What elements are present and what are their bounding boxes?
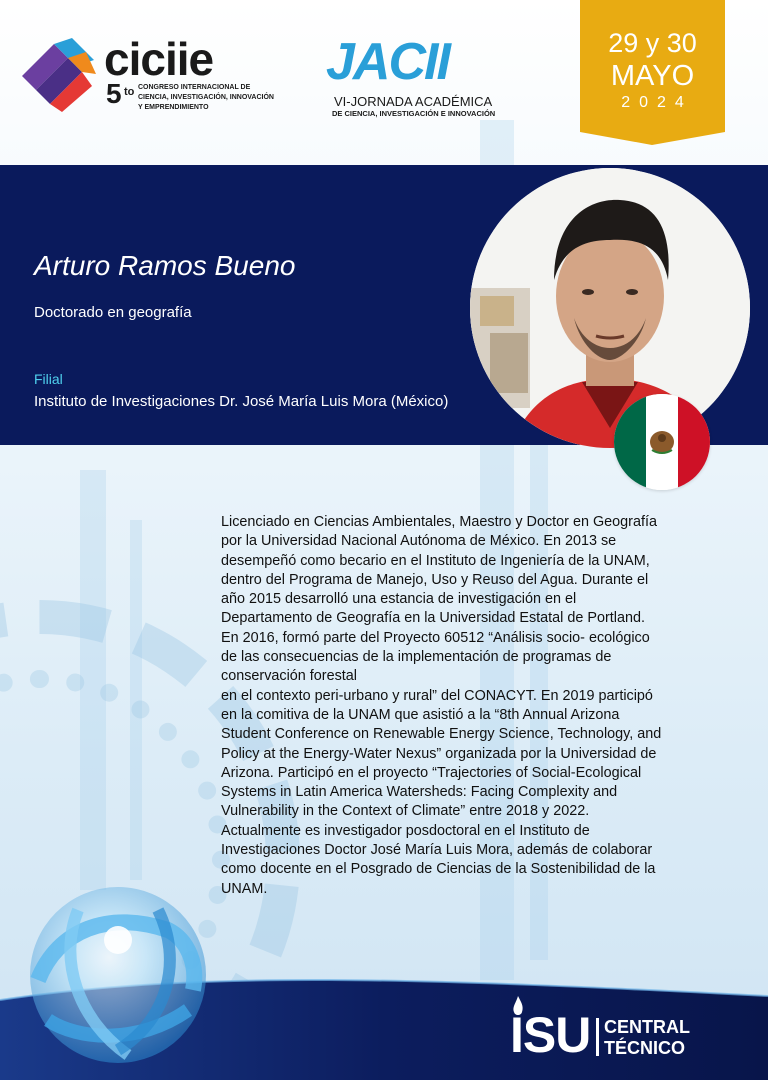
jacii-logo xyxy=(322,33,522,120)
filial-label: Filial xyxy=(34,371,63,387)
ciciie-logo xyxy=(22,33,312,118)
isu-divider xyxy=(596,1018,599,1056)
decorative-sphere-icon xyxy=(18,870,218,1070)
isu-tecnico-text: TÉCNICO xyxy=(604,1038,685,1058)
jacii-subtitle-line2: DE CIENCIA, INVESTIGACIÓN E INNOVACIÓN xyxy=(332,109,496,118)
bio-line: en la comitiva de la UNAM que asistió a la “8th Annual Arizona xyxy=(221,706,620,723)
bio-line: Investigaciones Doctor José María Luis Mora, además de colaborar xyxy=(221,842,653,859)
date-days: 29 y 30 xyxy=(608,28,697,58)
bio-line: Policy at the Energy-Water Nexus” organizada por la Universidad de xyxy=(221,745,657,762)
bio-line: desempeñó como becario en el Instituto de Ingeniería de la UNAM, xyxy=(221,552,650,569)
ciciie-edition-suffix: to xyxy=(124,86,135,98)
bio-line: como docente en el Posgrado de Ciencias de la Sostenibilidad de la xyxy=(221,861,656,878)
speaker-photo xyxy=(470,168,750,448)
ciciie-subtitle-line2: CIENCIA, INVESTIGACIÓN, INNOVACIÓN xyxy=(138,94,274,101)
portrait-photo-icon xyxy=(470,168,750,448)
isu-logo-text: ISU xyxy=(510,1007,591,1063)
jacii-subtitle-line1: VI-JORNADA ACADÉMICA xyxy=(334,94,493,109)
bio-line: en el contexto peri-urbano y rural” del CONACYT. En 2019 participó xyxy=(221,687,653,704)
bio-line: por la Universidad Nacional Autónoma de México. En 2013 se xyxy=(221,533,617,550)
isu-central-text: CENTRAL xyxy=(604,1017,690,1037)
ciciie-subtitle-line3: Y EMPRENDIMIENTO xyxy=(138,104,209,111)
bio-line: Student Conference on Renewable Energy Science, Technology, and xyxy=(221,726,662,743)
date-month: MAYO xyxy=(610,60,695,92)
country-flag xyxy=(614,394,710,490)
mexico-flag-icon xyxy=(614,394,710,490)
speaker-bio xyxy=(221,513,721,899)
bio-line: Actualmente es investigador posdoctoral en el Instituto de xyxy=(221,822,590,839)
jacii-wordmark: JACII xyxy=(326,33,449,91)
bio-line: año 2015 desarrolló una estancia de investigación en el xyxy=(221,591,577,608)
bio-line: conservación forestal xyxy=(221,668,357,685)
bio-line: de las consecuencias de la implementación de programas de xyxy=(221,649,612,666)
speaker-degree: Doctorado en geografía xyxy=(34,304,192,321)
filial-value: Instituto de Investigaciones Dr. José María Luis Mora (México) xyxy=(34,393,449,410)
bio-line: Systems in Latin America Watersheds: Facing Complexity and xyxy=(221,784,618,801)
ciciie-wordmark: ciciie xyxy=(104,33,214,85)
ciciie-subtitle-line1: CONGRESO INTERNACIONAL DE xyxy=(138,84,251,91)
date-year: 2024 xyxy=(621,94,693,111)
bio-line: Vulnerability in the Context of Climate” entre 2018 y 2022. xyxy=(221,803,590,820)
bio-line: Licenciado en Ciencias Ambientales, Maestro y Doctor en Geografía xyxy=(221,514,657,530)
bio-line: Departamento de Geografía en la Universidad Estatal de Portland. xyxy=(221,610,645,627)
bio-line: Arizona. Participó en el proyecto “Trajectories of Social-Ecological xyxy=(221,764,642,781)
bio-line: En 2016, formó parte del Proyecto 60512 “Análisis socio- ecológico xyxy=(221,629,650,646)
bio-line: dentro del Programa de Manejo, Uso y Reuso del Agua. Durante el xyxy=(221,571,649,588)
bio-line: UNAM. xyxy=(221,880,268,897)
ciciie-edition-number: 5 xyxy=(106,78,122,109)
speaker-name: Arturo Ramos Bueno xyxy=(34,250,296,281)
